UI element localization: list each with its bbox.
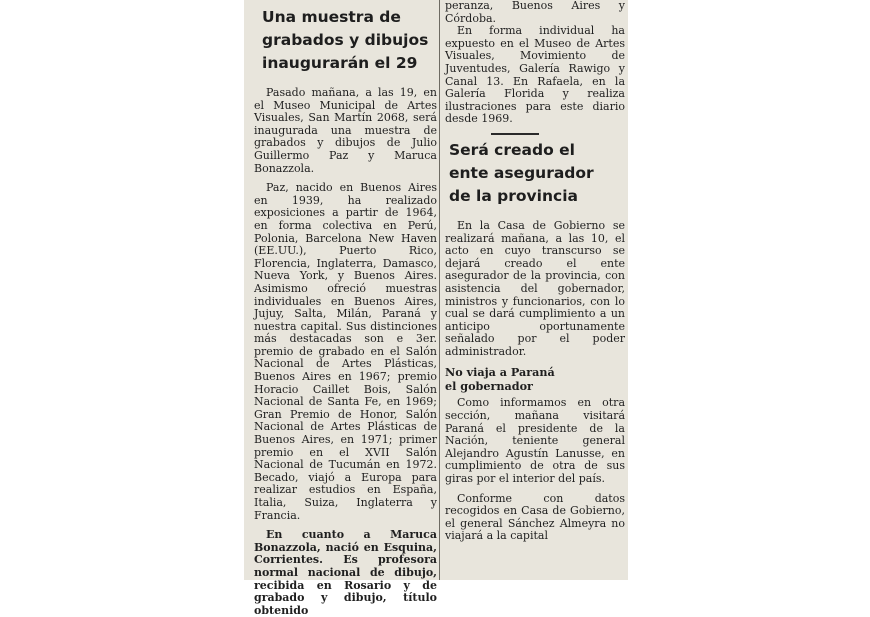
right-column — [445, 0, 625, 580]
headline-line: Una muestra de — [262, 8, 401, 26]
article-paragraph: En la Casa de Gobierno se realizará mañana, a las 10, el acto en cuyo transcurso se dejará creado el ente asegurador de la provincia, con asistencia del gobernador, ministros y funcionarios, con lo cual se dará cumplimiento a un anticipo oportunamente señalado por el poder administrador. — [445, 218, 625, 358]
article-paragraph: Paz, nacido en Buenos Aires en 1939, ha realizado exposiciones a partir de 1964, en forma colectiva en Perú, Polonia, Barcelona New Haven (EE.UU.), Puerto Rico, Florencia, Inglaterra, Damasco, Nueva York, y Buenos Aires. Asimismo ofreció muestras individuales en Buenos Aires, Jujuy, Salta, Milán, Paraná y nuestra capital. Sus distinciones más destacadas son e 3er. premio de grabado en el Salón Nacional de Artes Plásticas, Buenos Aires en 1967; premio Horacio Caillet Bois, Salón Nacional de Santa Fe, en 1969; Gran Premio de Honor, Salón Nacional de Artes Plásticas de Buenos Aires, en 1971; primer premio en el XVII Salón Nacional de Tucumán en 1972. Becado, viajó a Europa para realizar estudios en España, Italia, Suiza, Inglaterra y Francia. — [254, 181, 437, 522]
headline-insurer — [445, 139, 625, 208]
article-paragraph: Conforme con datos recogidos en Casa de Gobierno, el general Sánchez Almeyra no viajará a la capital — [445, 491, 625, 543]
newspaper-clipping — [244, 0, 628, 617]
continued-text: peranza, Buenos Aires y Córdoba. — [445, 0, 625, 25]
article-paragraph: En forma individual ha expuesto en el Museo de Artes Visuales, Movimiento de Juventudes, Galería Rawigo y Canal 13. En Rafaela, en la Galería Florida y realiza ilustraciones para este diario desde 1969. — [445, 24, 625, 126]
subheading — [445, 366, 625, 393]
headline-line: grabados y dibujos — [262, 31, 429, 49]
headline-line: Será creado el — [449, 140, 575, 159]
column-rule — [439, 0, 440, 580]
article-paragraph: En cuanto a Maruca Bonazzola, nació en Esquina, Corrientes. Es profesora normal nacional de dibujo, recibida en Rosario y de grabado y dibujo, título obtenido — [254, 528, 437, 617]
section-divider — [491, 133, 539, 135]
left-column — [254, 0, 437, 617]
article-paragraph: Como informamos en otra sección, mañana visitará Paraná el presidente de la Nación, teniente general Alejandro Agustín Lanusse, en cumplimiento de otra de sus giras por el interior del país. — [445, 396, 625, 486]
article-paragraph: Pasado mañana, a las 19, en el Museo Municipal de Artes Visuales, San Martín 2068, será inaugurada una muestra de grabados y dibujos de Julio Guillermo Paz y Maruca Bonazzola. — [254, 86, 437, 175]
headline-line: ente asegurador — [449, 163, 594, 182]
subheading-line: No viaja a Paraná — [445, 365, 555, 380]
headline-line: inaugurarán el 29 — [262, 54, 418, 72]
subheading-line: el gobernador — [445, 378, 533, 393]
headline-line: de la provincia — [449, 186, 578, 205]
headline-exhibition — [254, 6, 437, 75]
